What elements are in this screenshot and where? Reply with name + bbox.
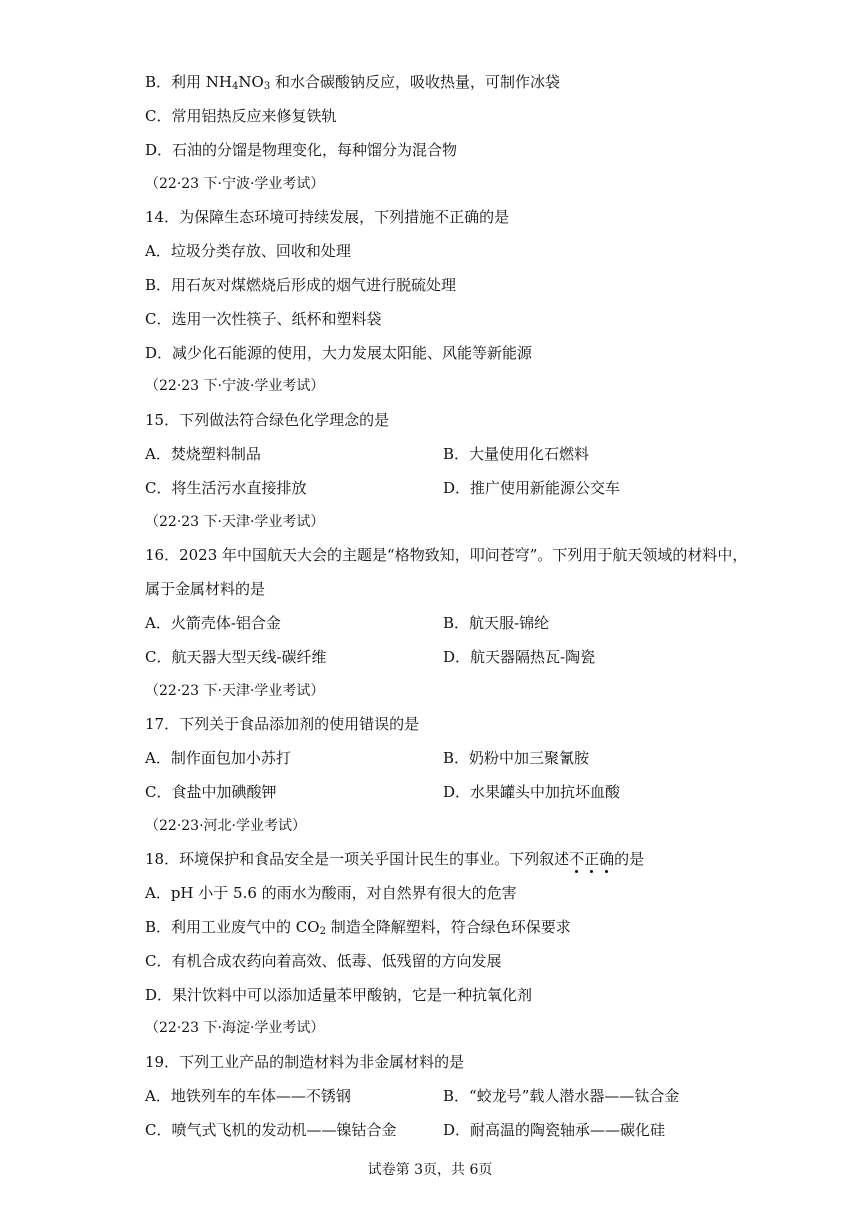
q18-option-a: A．pH 小于 5.6 的雨水为酸雨，对自然界有很大的危害 (145, 884, 517, 902)
q14-source: （22·23 下·宁波·学业考试） (145, 176, 325, 192)
q17-option-a: A．制作面包加小苏打 (145, 749, 291, 767)
q18-stem: 18．环境保护和食品安全是一项关乎国计民生的事业。下列叙述不正确 的是 (145, 849, 644, 869)
q14-option-a: A．垃圾分类存放、回收和处理 (145, 242, 351, 260)
q18-emphasis: 不正确 (569, 850, 614, 868)
q17-option-c: C．食盐中加碘酸钾 (145, 783, 277, 801)
q16-option-a: A．火箭壳体-铝合金 (145, 614, 281, 632)
q16-option-d: D．航天器隔热瓦-陶瓷 (443, 648, 596, 666)
q14-option-d: D．减少化石能源的使用，大力发展太阳能、风能等新能源 (145, 344, 533, 362)
q19-option-a: A．地铁列车的车体——不锈钢 (145, 1087, 351, 1105)
q13-option-d: D．石油的分馏是物理变化，每种馏分为混合物 (145, 141, 458, 159)
q16-source: （22·23 下·天津·学业考试） (145, 514, 325, 530)
q15-option-d: D．推广使用新能源公交车 (443, 479, 621, 497)
q18-option-d: D．果汁饮料中可以添加适量苯甲酸钠，它是一种抗氧化剂 (145, 986, 533, 1004)
q14-option-b: B．用石灰对煤燃烧后形成的烟气进行脱硫处理 (145, 276, 457, 294)
q14-option-c: C．选用一次性筷子、纸杯和塑料袋 (145, 310, 382, 328)
q19-source: （22·23 下·海淀·学业考试） (145, 1020, 325, 1036)
q15-option-c: C．将生活污水直接排放 (145, 479, 307, 497)
q15-option-b: B．大量使用化石燃料 (443, 445, 590, 463)
q18-option-c: C．有机合成农药向着高效、低毒、低残留的方向发展 (145, 952, 502, 970)
q18-option-b: B．利用工业废气中的 $CO_2$ 制造全降解塑料，符合绿色环保要求 (145, 918, 571, 937)
q15-stem: 15．下列做法符合绿色化学理念的是 (145, 411, 390, 429)
q19-option-b: B．“蛟龙号”载人潜水器——钛合金 (443, 1087, 680, 1105)
q19-option-c: C．喷气式飞机的发动机——镍钴合金 (145, 1121, 397, 1139)
q15-option-a: A．焚烧塑料制品 (145, 445, 261, 463)
q13-option-c: C．常用铝热反应来修复铁轨 (145, 107, 337, 125)
q16-stem-line1: 16．2023 年中国航天大会的主题是“格物致知，叩问苍穹”。下列用于航天领域的材料中， (145, 546, 748, 564)
q14-stem: 14．为保障生态环境可持续发展，下列措施不正确的是 (145, 208, 510, 226)
q17-source: （22·23 下·天津·学业考试） (145, 683, 325, 699)
q17-option-b: B．奶粉中加三聚氰胺 (443, 749, 590, 767)
page-footer: 试卷第 3页，共 6页 (367, 1162, 493, 1178)
q15-source: （22·23 下·宁波·学业考试） (145, 378, 325, 394)
q18-source: （22·23·河北·学业考试） (145, 818, 306, 834)
q19-stem: 19．下列工业产品的制造材料为非金属材料的是 (145, 1053, 465, 1071)
q19-option-d: D．耐高温的陶瓷轴承——碳化硅 (443, 1121, 666, 1139)
q16-stem-line2: 属于金属材料的是 (145, 580, 266, 598)
q13-option-b: B．利用 $NH_4NO_3$ 和水合碳酸钠反应，吸收热量，可制作冰袋 (145, 73, 560, 92)
q16-option-b: B．航天服-锦纶 (443, 614, 550, 632)
q16-option-c: C．航天器大型天线-碳纤维 (145, 648, 327, 666)
q17-stem: 17．下列关于食品添加剂的使用错误的是 (145, 715, 420, 733)
q17-option-d: D．水果罐头中加抗坏血酸 (443, 783, 621, 801)
